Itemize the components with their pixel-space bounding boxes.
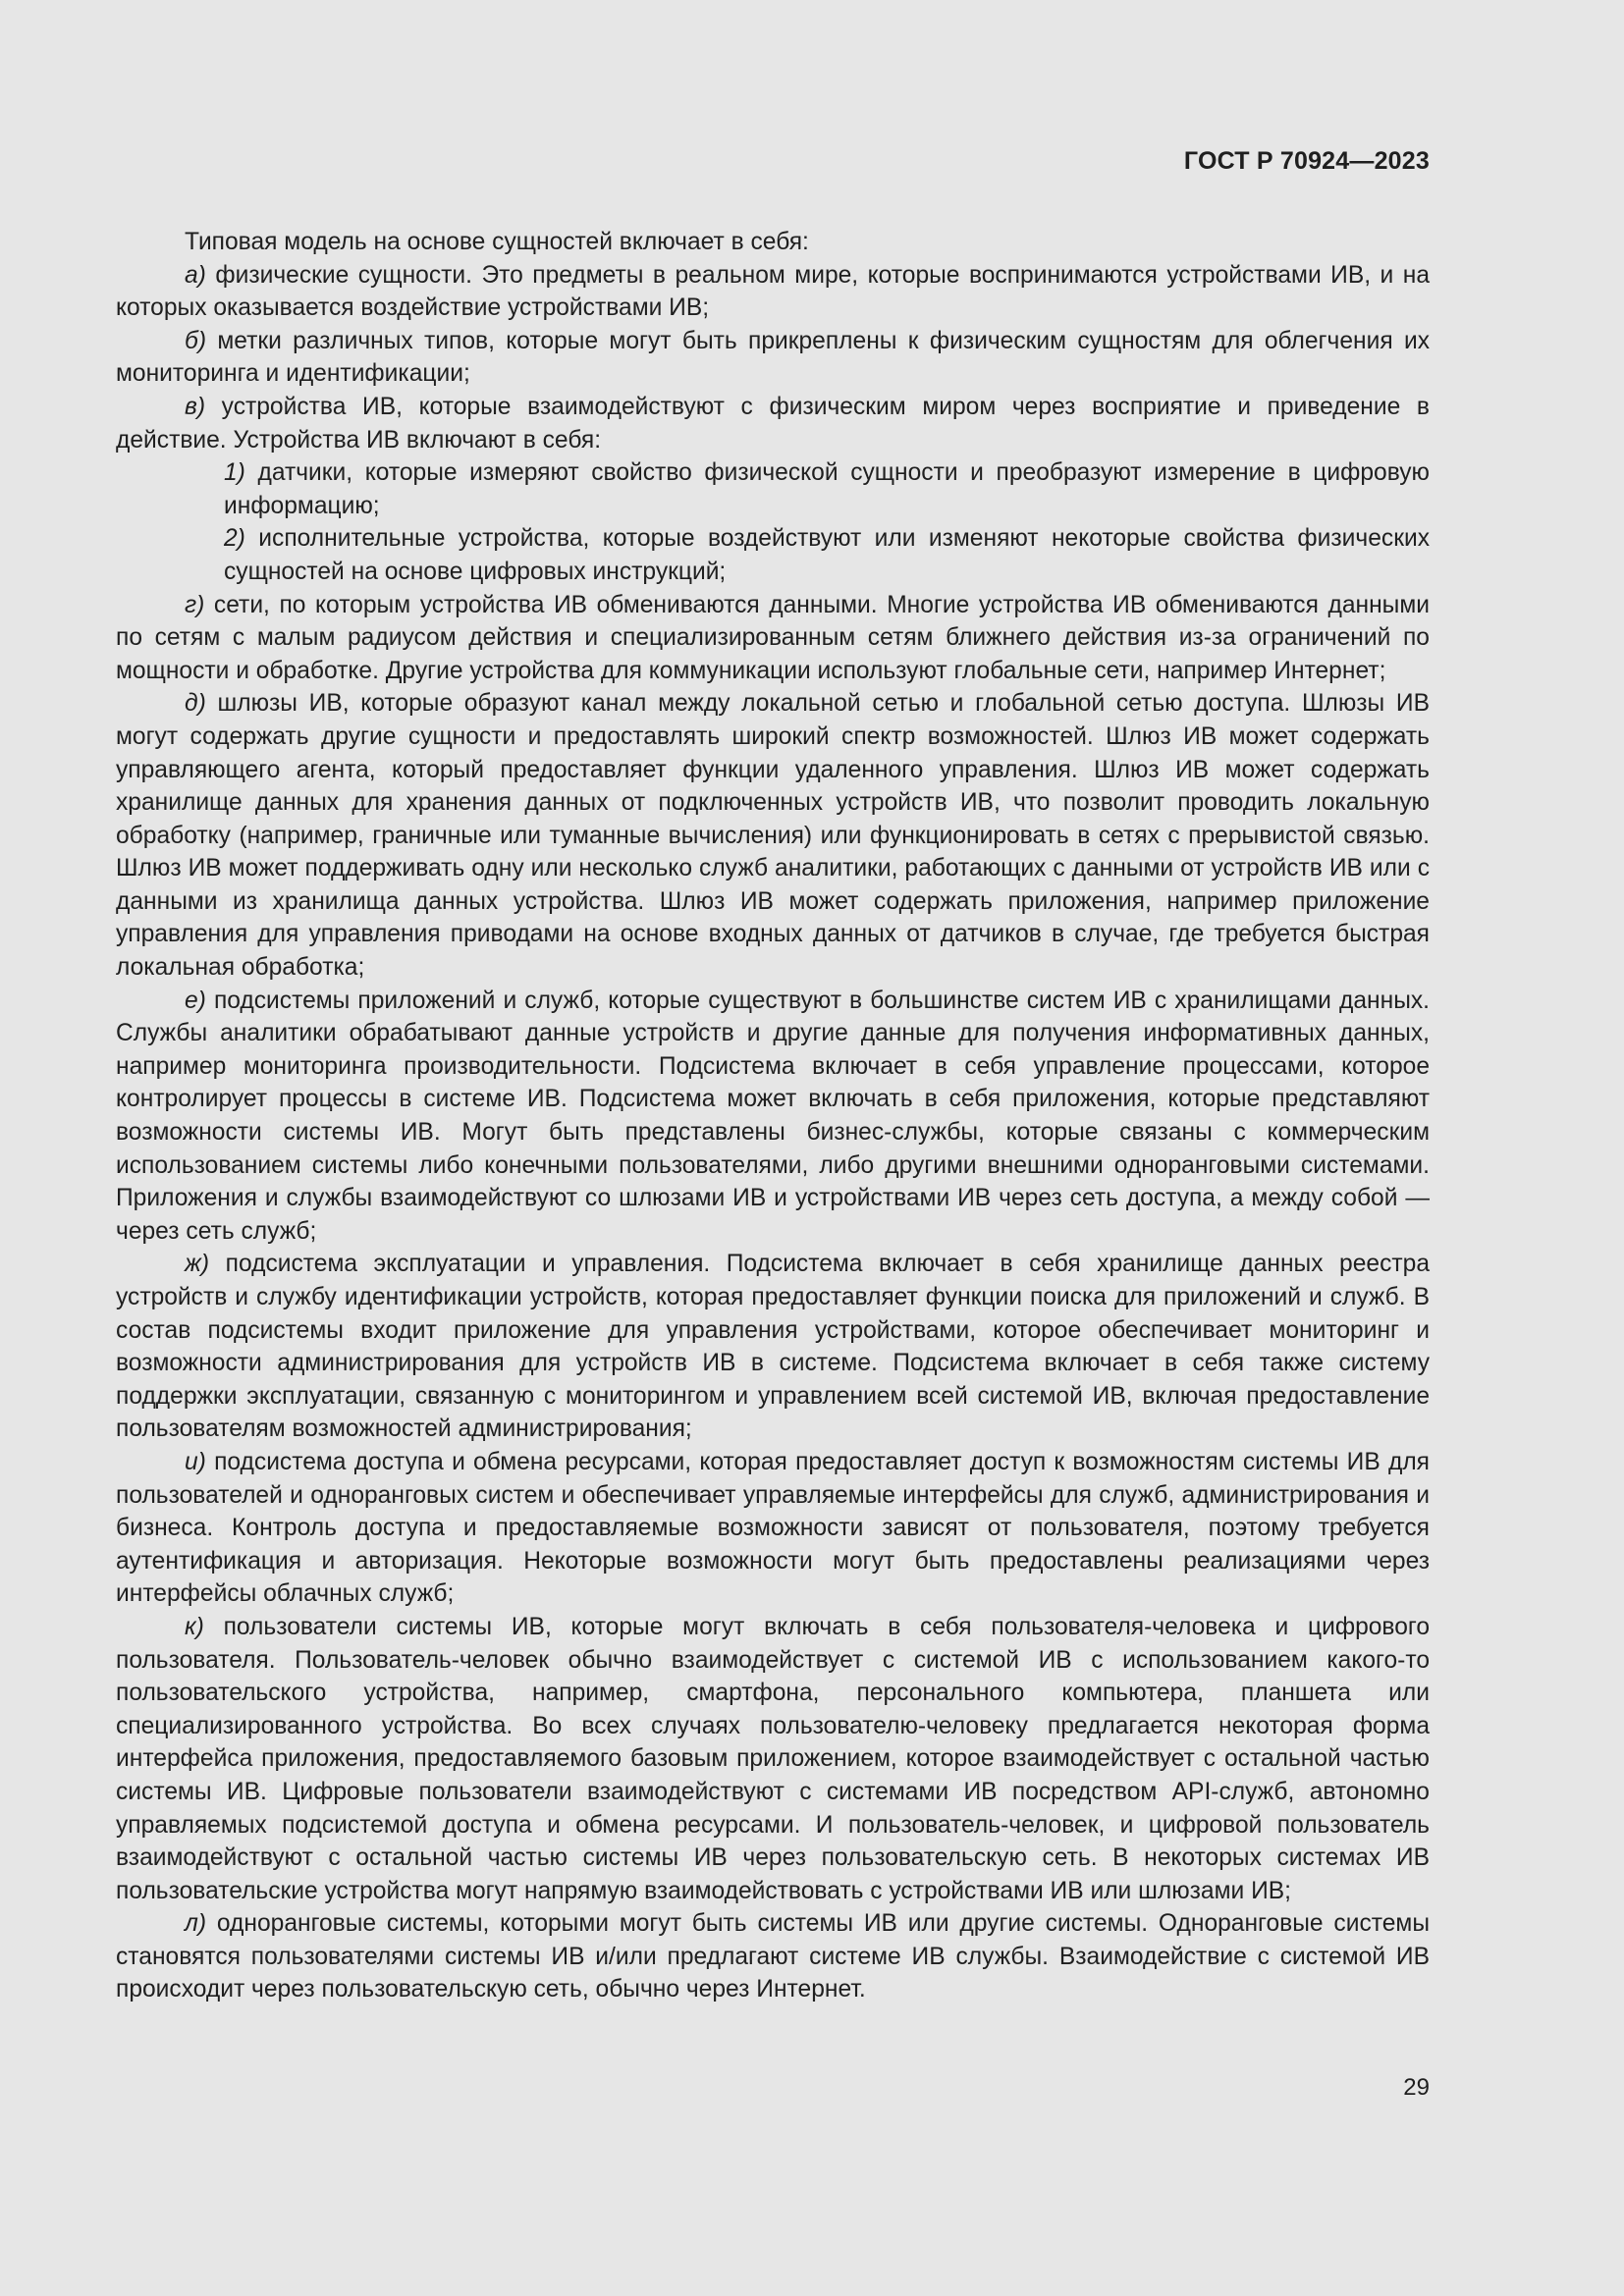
item-marker: л) xyxy=(185,1910,207,1938)
list-item-l xyxy=(116,1907,1430,2006)
item-marker: е) xyxy=(185,987,206,1014)
list-item-k xyxy=(116,1611,1430,1907)
paragraph-intro xyxy=(116,226,1430,259)
item-marker: к) xyxy=(185,1613,204,1640)
item-text: исполнительные устройства, которые воздействуют или изменяют некоторые свойства физических сущностей на основе цифровых инструкций; xyxy=(224,525,1430,585)
sub-item-2 xyxy=(224,522,1430,588)
item-marker: 1) xyxy=(224,459,245,487)
list-item-g xyxy=(116,589,1430,688)
item-marker: а) xyxy=(185,261,206,289)
item-text: подсистемы приложений и служб, которые существуют в большинстве систем ИВ с хранилищами данных. Службы аналитики обрабатывают данные устройств и другие данные для получения информативных данных, например мониторинга производительности. Подсистема включает в себя управление процессами, которое контролирует процессы в системе ИВ. Подсистема может включать в себя приложения, которые представляют возможности системы ИВ. Могут быть представлены бизнес-службы, которые связаны с коммерческим использованием системы либо конечными пользователями, либо другими внешними одноранговыми системами. Приложения и службы взаимодействуют со шлюзами ИВ и устройствами ИВ через сеть доступа, а между собой — через сеть служб; xyxy=(116,987,1430,1245)
page-number: 29 xyxy=(1403,2074,1430,2101)
item-text: шлюзы ИВ, которые образуют канал между локальной сетью и глобальной сетью доступа. Шлюзы ИВ могут содержать другие сущности и предоставлять широкий спектр возможностей. Шлюз ИВ может содержать управляющего агента, который предоставляет функции удаленного управления. Шлюз ИВ может содержать хранилище данных для хранения данных от подключенных устройств ИВ, что позволит проводить локальную обработку (например, граничные или туманные вычисления) или функционировать в сетях с прерывистой связью. Шлюз ИВ может поддерживать одну или несколько служб аналитики, работающих с данными от устройств ИВ или с данными из хранилища данных устройства. Шлюз ИВ может содержать приложения, например приложение управления для управления приводами на основе входных данных от датчиков в случае, где требуется быстрая локальная обработка; xyxy=(116,690,1430,982)
list-item-d xyxy=(116,687,1430,984)
item-marker: б) xyxy=(185,327,207,354)
item-marker: г) xyxy=(185,591,205,618)
list-item-a xyxy=(116,259,1430,325)
list-item-v xyxy=(116,391,1430,456)
item-text: сети, по которым устройства ИВ обмениваются данными. Многие устройства ИВ обмениваются данными по сетям с малым радиусом действия и специализированным сетям ближнего действия из-за ограничений по мощности и обработке. Другие устройства для коммуникации используют глобальные сети, например Интернет; xyxy=(116,591,1430,684)
item-text: одноранговые системы, которыми могут быть системы ИВ или другие системы. Одноранговые системы становятся пользователями системы ИВ и/или предлагают системе ИВ службы. Взаимодействие с системой ИВ происходит через пользовательскую сеть, обычно через Интернет. xyxy=(116,1910,1430,2003)
body-text xyxy=(116,226,1430,2006)
list-item-b xyxy=(116,325,1430,391)
item-text: подсистема эксплуатации и управления. Подсистема включает в себя хранилище данных реестра устройств и службу идентификации устройств, которая предоставляет функции поиска для приложений и служб. В состав подсистемы входит приложение для управления устройствами, которое обеспечивает мониторинг и возможности администрирования для устройств ИВ в системе. Подсистема включает в себя также систему поддержки эксплуатации, связанную с мониторингом и управлением всей системой ИВ, включая предоставление пользователям возможностей администрирования; xyxy=(116,1251,1430,1443)
list-item-i xyxy=(116,1446,1430,1611)
item-marker: ж) xyxy=(185,1251,210,1278)
item-text: физические сущности. Это предметы в реальном мире, которые воспринимаются устройствами ИВ, и на которых оказывается воздействие устройствами ИВ; xyxy=(116,261,1430,322)
item-text: метки различных типов, которые могут быть прикреплены к физическим сущностям для облегчения их мониторинга и идентификации; xyxy=(116,327,1430,388)
item-text: датчики, которые измеряют свойство физической сущности и преобразуют измерение в цифровую информацию; xyxy=(224,459,1430,519)
item-text: пользователи системы ИВ, которые могут включать в себя пользователя-человека и цифрового пользователя. Пользователь-человек обычно взаимодействует с системой ИВ с использованием какого-то пользовательского устройства, например, смартфона, персонального компьютера, планшета или специализированного устройства. Во всех случаях пользователю-человеку предлагается некоторая форма интерфейса приложения, предоставляемого базовым приложением, которое взаимодействует с остальной частью системы ИВ. Цифровые пользователи взаимодействуют с системами ИВ посредством API-служб, автономно управляемых подсистемой доступа и обмена ресурсами. И пользователь-человек, и цифровой пользователь взаимодействуют с остальной частью системы ИВ через пользовательскую сеть. В некоторых системах ИВ пользовательские устройства могут напрямую взаимодействовать с устройствами ИВ или шлюзами ИВ; xyxy=(116,1613,1430,1904)
list-item-e xyxy=(116,985,1430,1249)
item-marker: в) xyxy=(185,393,206,420)
standard-header: ГОСТ Р 70924—2023 xyxy=(1183,147,1430,175)
list-item-zh xyxy=(116,1248,1430,1446)
item-text: подсистема доступа и обмена ресурсами, которая предоставляет доступ к возможностям системы ИВ для пользователей и одноранговых систем и обеспечивает управляемые интерфейсы для служб, администрирования и бизнеса. Контроль доступа и предоставляемые возможности зависят от пользователя, поэтому требуется аутентификация и авторизация. Некоторые возможности могут быть предоставлены реализациями через интерфейсы облачных служб; xyxy=(116,1448,1430,1608)
paragraph-text: Типовая модель на основе сущностей включает в себя: xyxy=(185,229,809,255)
item-marker: и) xyxy=(185,1448,206,1475)
item-text: устройства ИВ, которые взаимодействуют с физическим миром через восприятие и приведение в действие. Устройства ИВ включают в себя: xyxy=(116,393,1430,454)
item-marker: 2) xyxy=(224,525,245,553)
sub-item-1 xyxy=(224,456,1430,522)
item-marker: д) xyxy=(185,690,206,718)
